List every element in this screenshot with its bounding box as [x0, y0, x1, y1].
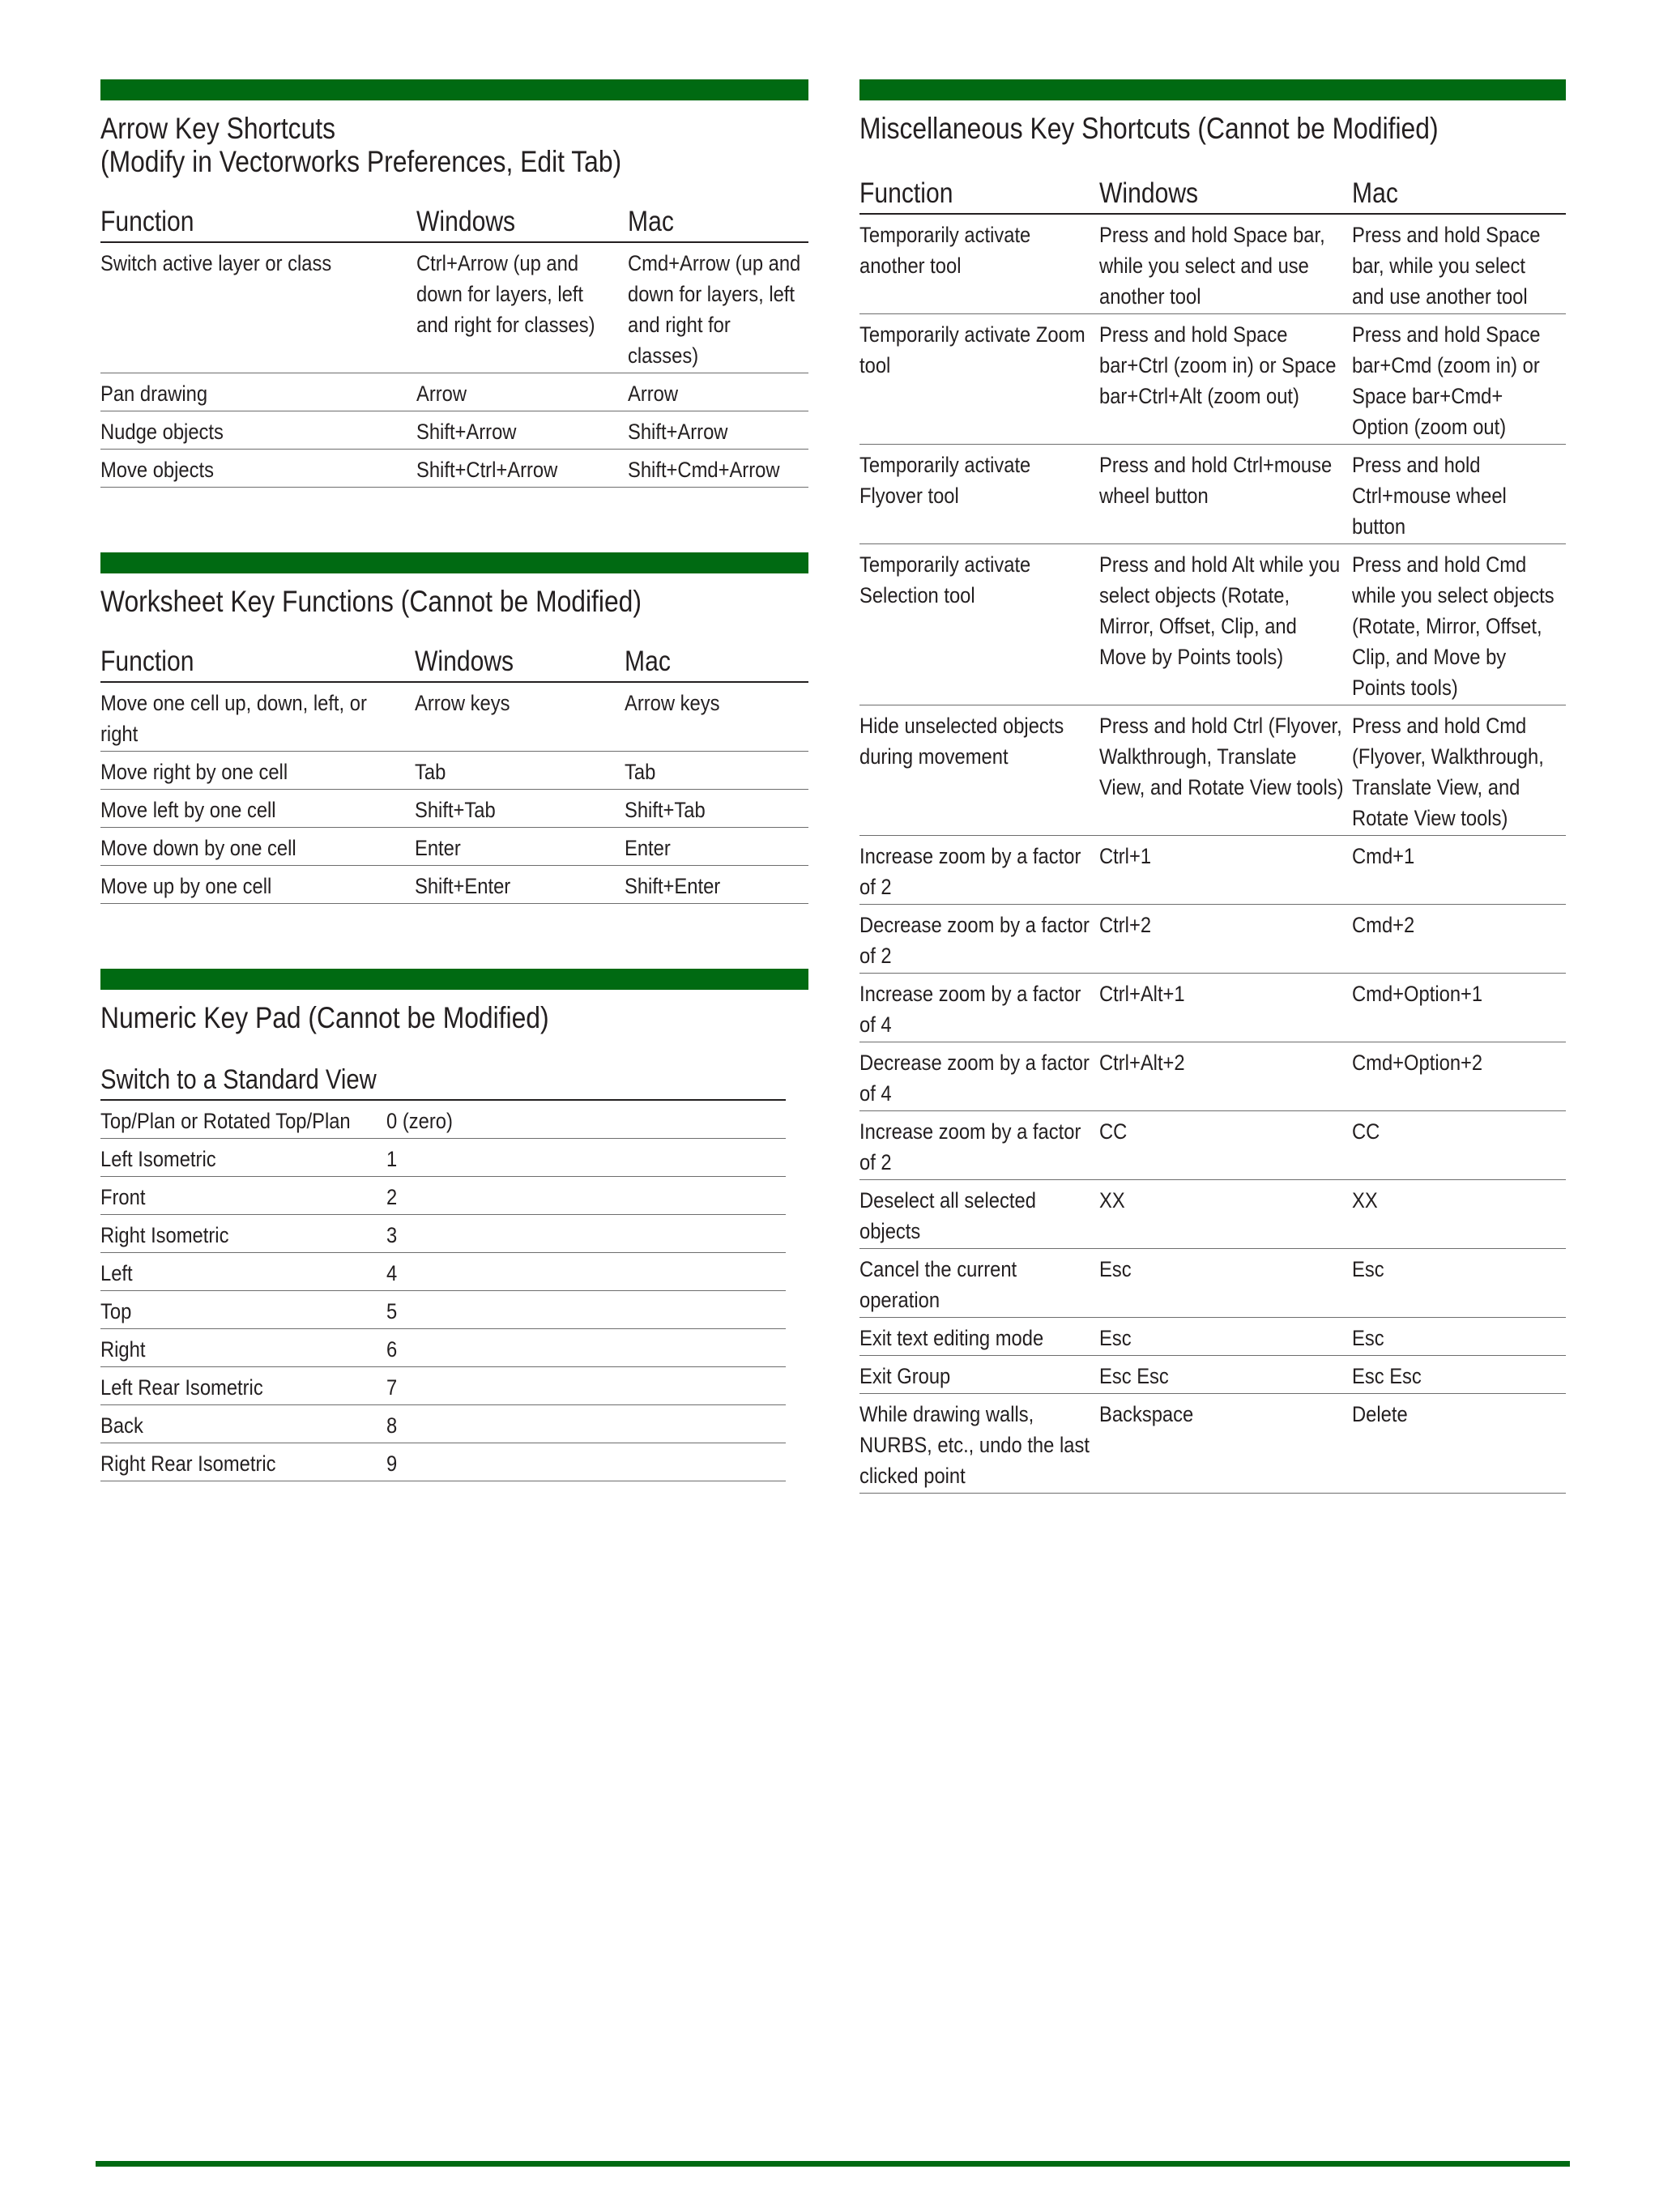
- table-row: [100, 682, 808, 752]
- table-row: [100, 1329, 786, 1367]
- table-row: [100, 1177, 786, 1215]
- cell-mac: CC: [1352, 1111, 1566, 1180]
- table-row: [100, 242, 808, 373]
- arrow-keys-table: [100, 206, 808, 488]
- cell-function: Increase zoom by a factor of 2: [859, 1111, 1099, 1180]
- cell-view: Back: [100, 1405, 386, 1443]
- cell-function: Move one cell up, down, left, or right: [100, 682, 415, 752]
- cell-mac: Press and hold Space bar+Cmd (zoom in) or Space bar+Cmd+ Option (zoom out): [1352, 314, 1566, 445]
- cell-function: Switch active layer or class: [100, 242, 416, 373]
- title-line-1: Arrow Key Shortcuts: [100, 112, 336, 145]
- table-row: [100, 1405, 786, 1443]
- cell-windows: Enter: [415, 828, 625, 866]
- cell-function: While drawing walls, NURBS, etc., undo the last clicked point: [859, 1394, 1099, 1494]
- left-column: [100, 79, 808, 1546]
- cell-windows: Esc Esc: [1099, 1356, 1352, 1394]
- cell-function: Temporarily activate Flyover tool: [859, 445, 1099, 544]
- col-header-function: Function: [100, 646, 415, 682]
- cell-mac: XX: [1352, 1180, 1566, 1249]
- cell-mac: Shift+Arrow: [628, 411, 808, 450]
- cell-view: Top: [100, 1291, 386, 1329]
- table-row: [100, 373, 808, 411]
- title-line-2: (Modify in Vectorworks Preferences, Edit Tab): [100, 145, 622, 178]
- col-header-mac: Mac: [625, 646, 808, 682]
- table-row: [859, 1042, 1566, 1111]
- cell-view: Right Rear Isometric: [100, 1443, 386, 1481]
- cell-mac: Esc: [1352, 1318, 1566, 1356]
- cell-mac: Press and hold Cmd (Flyover, Walkthrough, Translate View, and Rotate View tools): [1352, 705, 1566, 836]
- table-row: [859, 214, 1566, 314]
- cell-windows: Ctrl+2: [1099, 905, 1352, 974]
- cell-view: Top/Plan or Rotated Top/Plan: [100, 1100, 386, 1139]
- col-header-function: Function: [859, 177, 1099, 214]
- cell-mac: Cmd+Option+2: [1352, 1042, 1566, 1111]
- table-row: [100, 1291, 786, 1329]
- cell-mac: Press and hold Cmd while you select objects (Rotate, Mirror, Offset, Clip, and Move by Points tools): [1352, 544, 1566, 705]
- cell-function: Hide unselected objects during movement: [859, 705, 1099, 836]
- table-row: [859, 1249, 1566, 1318]
- cell-function: Increase zoom by a factor of 2: [859, 836, 1099, 905]
- cell-windows: XX: [1099, 1180, 1352, 1249]
- cell-mac: Shift+Tab: [625, 790, 808, 828]
- cell-windows: CC: [1099, 1111, 1352, 1180]
- cell-key: 7: [386, 1367, 786, 1405]
- cell-mac: Cmd+2: [1352, 905, 1566, 974]
- cell-mac: Tab: [625, 752, 808, 790]
- right-column: [859, 79, 1566, 1558]
- cell-windows: Press and hold Alt while you select objects (Rotate, Mirror, Offset, Clip, and Move by Points tools): [1099, 544, 1352, 705]
- section-title: [100, 112, 807, 178]
- cell-key: 6: [386, 1329, 786, 1367]
- cell-windows: Arrow: [416, 373, 628, 411]
- cell-mac: Delete: [1352, 1394, 1566, 1494]
- table-row: [859, 544, 1566, 705]
- cell-windows: Ctrl+Arrow (up and down for layers, left and right for classes): [416, 242, 628, 373]
- cell-windows: Arrow keys: [415, 682, 625, 752]
- arrow-keys-section: [100, 79, 808, 488]
- table-row: [859, 1318, 1566, 1356]
- cell-windows: Shift+Arrow: [416, 411, 628, 450]
- table-row: [100, 828, 808, 866]
- footer-rule: [96, 2161, 1570, 2167]
- cell-function: Temporarily activate Selection tool: [859, 544, 1099, 705]
- cell-key: 5: [386, 1291, 786, 1329]
- table-row: [100, 1367, 786, 1405]
- table-row: [100, 1139, 786, 1177]
- cell-windows: Ctrl+Alt+2: [1099, 1042, 1352, 1111]
- cell-key: 1: [386, 1139, 786, 1177]
- cell-windows: Press and hold Ctrl+mouse wheel button: [1099, 445, 1352, 544]
- cell-function: Move objects: [100, 450, 416, 488]
- cell-windows: Press and hold Space bar+Ctrl (zoom in) or Space bar+Ctrl+Alt (zoom out): [1099, 314, 1352, 445]
- table-row: [100, 450, 808, 488]
- cell-windows: Ctrl+Alt+1: [1099, 974, 1352, 1042]
- cell-windows: Esc: [1099, 1249, 1352, 1318]
- col-header-windows: Windows: [416, 206, 628, 242]
- section-title: Numeric Key Pad (Cannot be Modified): [100, 1001, 549, 1034]
- cell-function: Exit text editing mode: [859, 1318, 1099, 1356]
- col-header-windows: Windows: [415, 646, 625, 682]
- cell-mac: Arrow: [628, 373, 808, 411]
- cell-mac: Press and hold Space bar, while you select and use another tool: [1352, 214, 1566, 314]
- cell-view: Left Rear Isometric: [100, 1367, 386, 1405]
- section-bar: [859, 79, 1566, 100]
- misc-keys-section: [859, 79, 1566, 1494]
- table-row: [100, 790, 808, 828]
- misc-keys-table: [859, 177, 1566, 1494]
- cell-view: Right Isometric: [100, 1215, 386, 1253]
- cell-mac: Press and hold Ctrl+mouse wheel button: [1352, 445, 1566, 544]
- table-row: [859, 1394, 1566, 1494]
- col-header-mac: Mac: [628, 206, 808, 242]
- cell-windows: Shift+Tab: [415, 790, 625, 828]
- cell-mac: Shift+Cmd+Arrow: [628, 450, 808, 488]
- cell-function: Move right by one cell: [100, 752, 415, 790]
- table-row: [100, 1100, 786, 1139]
- cell-mac: Cmd+Arrow (up and down for layers, left and right for classes): [628, 242, 808, 373]
- cell-function: Increase zoom by a factor of 4: [859, 974, 1099, 1042]
- cell-mac: Shift+Enter: [625, 866, 808, 904]
- section-bar: [100, 79, 808, 100]
- table-row: [859, 974, 1566, 1042]
- cell-windows: Esc: [1099, 1318, 1352, 1356]
- worksheet-keys-table: [100, 646, 808, 904]
- section-title: Worksheet Key Functions (Cannot be Modified): [100, 585, 642, 618]
- table-row: [100, 1443, 786, 1481]
- cell-function: Nudge objects: [100, 411, 416, 450]
- cell-mac: Esc: [1352, 1249, 1566, 1318]
- section-bar: [100, 552, 808, 573]
- table-row: [859, 836, 1566, 905]
- numeric-keypad-table: [100, 1099, 786, 1481]
- cell-windows: Ctrl+1: [1099, 836, 1352, 905]
- cell-key: 2: [386, 1177, 786, 1215]
- table-row: [100, 411, 808, 450]
- table-row: [859, 1180, 1566, 1249]
- table-row: [859, 905, 1566, 974]
- cell-key: 0 (zero): [386, 1100, 786, 1139]
- cell-windows: Backspace: [1099, 1394, 1352, 1494]
- cell-key: 8: [386, 1405, 786, 1443]
- cell-function: Move down by one cell: [100, 828, 415, 866]
- cell-windows: Shift+Enter: [415, 866, 625, 904]
- cell-mac: Cmd+Option+1: [1352, 974, 1566, 1042]
- table-row: [859, 445, 1566, 544]
- cell-function: Deselect all selected objects: [859, 1180, 1099, 1249]
- cell-view: Right: [100, 1329, 386, 1367]
- table-row: [859, 1111, 1566, 1180]
- section-bar: [100, 969, 808, 990]
- table-row: [100, 752, 808, 790]
- worksheet-keys-section: [100, 552, 808, 904]
- cell-key: 4: [386, 1253, 786, 1291]
- table-row: [100, 1253, 786, 1291]
- cell-mac: Esc Esc: [1352, 1356, 1566, 1394]
- cell-windows: Press and hold Space bar, while you select and use another tool: [1099, 214, 1352, 314]
- section-title: Miscellaneous Key Shortcuts (Cannot be Modified): [859, 112, 1439, 145]
- col-header-mac: Mac: [1352, 177, 1566, 214]
- cell-mac: Cmd+1: [1352, 836, 1566, 905]
- cell-function: Exit Group: [859, 1356, 1099, 1394]
- cell-function: Pan drawing: [100, 373, 416, 411]
- col-header-function: Function: [100, 206, 416, 242]
- cell-windows: Press and hold Ctrl (Flyover, Walkthrough, Translate View, and Rotate View tools): [1099, 705, 1352, 836]
- cell-function: Move left by one cell: [100, 790, 415, 828]
- cell-function: Cancel the current operation: [859, 1249, 1099, 1318]
- numeric-keypad-section: [100, 969, 808, 1481]
- section-subtitle: Switch to a Standard View: [100, 1064, 377, 1095]
- cell-key: 3: [386, 1215, 786, 1253]
- table-row: [100, 866, 808, 904]
- cell-view: Left: [100, 1253, 386, 1291]
- cell-mac: Arrow keys: [625, 682, 808, 752]
- cell-function: Temporarily activate Zoom tool: [859, 314, 1099, 445]
- table-row: [859, 705, 1566, 836]
- col-header-windows: Windows: [1099, 177, 1352, 214]
- table-row: [859, 314, 1566, 445]
- cell-mac: Enter: [625, 828, 808, 866]
- cell-function: Decrease zoom by a factor of 2: [859, 905, 1099, 974]
- cell-view: Front: [100, 1177, 386, 1215]
- cell-function: Decrease zoom by a factor of 4: [859, 1042, 1099, 1111]
- table-row: [859, 1356, 1566, 1394]
- cell-view: Left Isometric: [100, 1139, 386, 1177]
- cell-function: Move up by one cell: [100, 866, 415, 904]
- cell-key: 9: [386, 1443, 786, 1481]
- cell-function: Temporarily activate another tool: [859, 214, 1099, 314]
- cell-windows: Tab: [415, 752, 625, 790]
- table-row: [100, 1215, 786, 1253]
- cell-windows: Shift+Ctrl+Arrow: [416, 450, 628, 488]
